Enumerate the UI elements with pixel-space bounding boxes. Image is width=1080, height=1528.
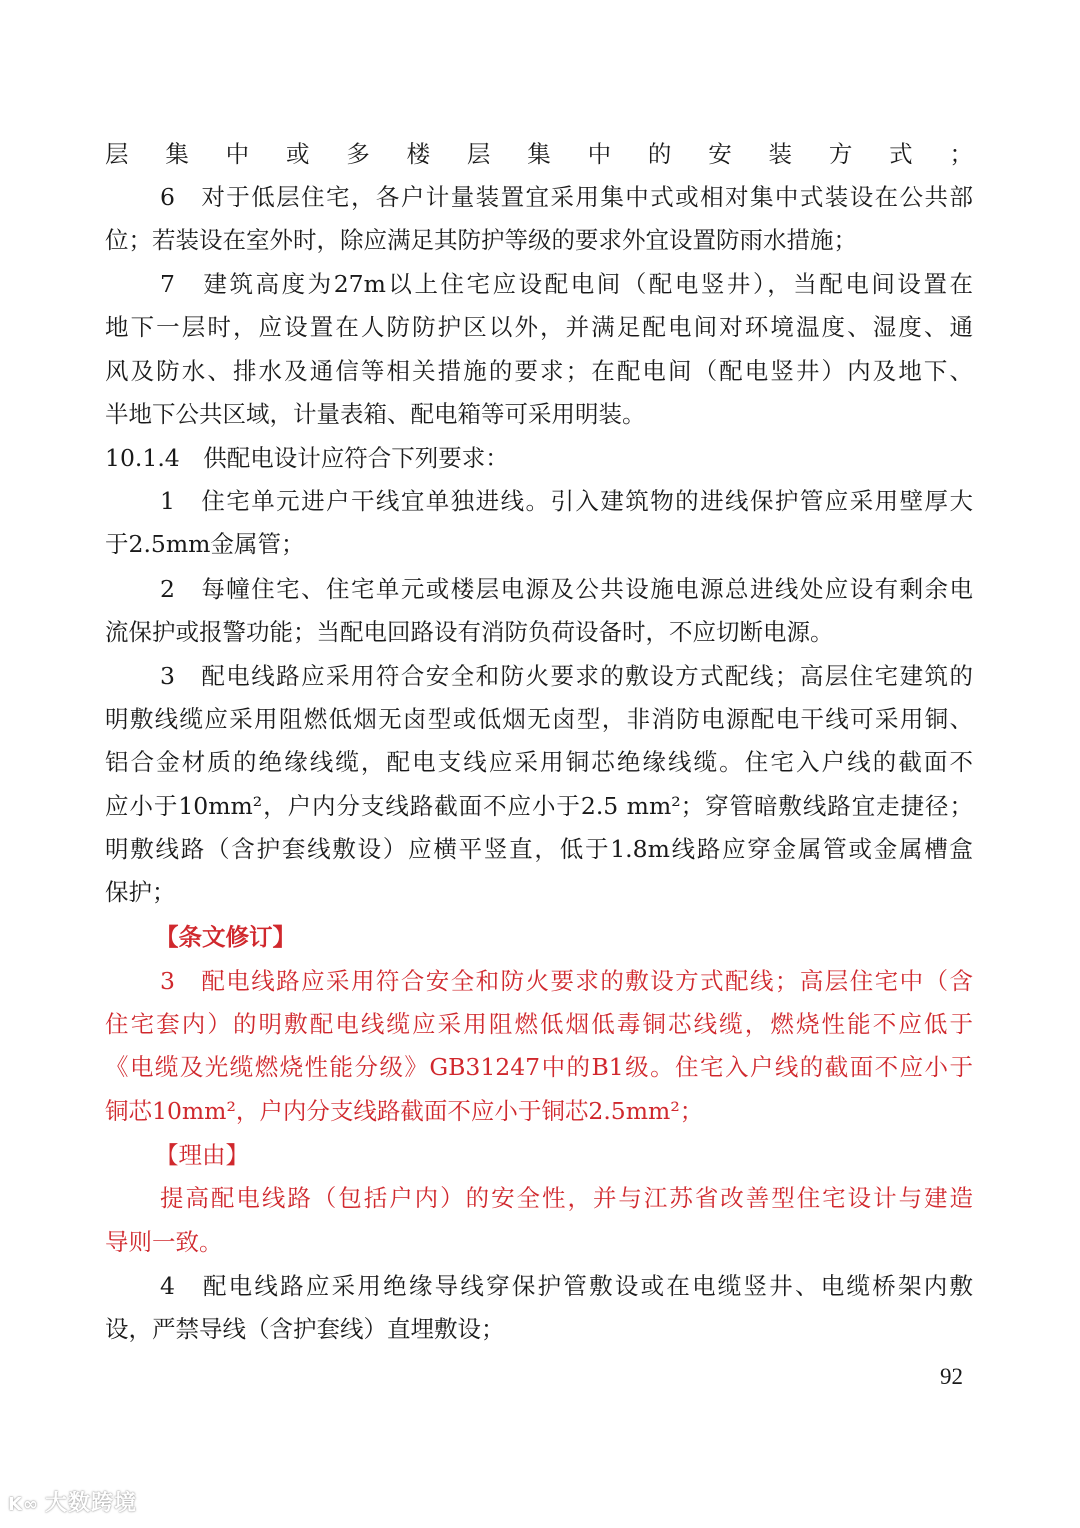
text-line: 明敷线路（含护套线敷设）应横平竖直，低于1.8m线路应穿金属管或金属槽盒 bbox=[105, 835, 973, 863]
text-line: 《电缆及光缆燃烧性能分级》GB31247中的B1级。住宅入户线的截面不应小于 bbox=[105, 1053, 973, 1081]
text-line: 位；若装设在室外时，除应满足其防护等级的要求外宜设置防雨水措施； bbox=[105, 226, 857, 254]
page-number: 92 bbox=[940, 1364, 963, 1389]
watermark bbox=[8, 1486, 137, 1517]
text-line: 明敷线缆应采用阻燃低烟无卤型或低烟无卤型，非消防电源配电干线可采用铜、 bbox=[105, 705, 973, 733]
text-line: 风及防水、排水及通信等相关措施的要求；在配电间（配电竖井）内及地下、 bbox=[105, 357, 973, 385]
text-line: 地下一层时，应设置在人防防护区以外，并满足配电间对环境温度、湿度、通 bbox=[105, 313, 973, 341]
section-heading: 【条文修订】 bbox=[155, 923, 296, 951]
text-line: 7 建筑高度为27m以上住宅应设配电间（配电竖井），当配电间设置在 bbox=[160, 270, 973, 298]
text-line: 层集中或多楼层集中的安装方式； bbox=[105, 140, 973, 168]
text-line: 提高配电线路（包括户内）的安全性，并与江苏省改善型住宅设计与建造 bbox=[160, 1184, 973, 1212]
text-line: 1 住宅单元进户干线宜单独进线。引入建筑物的进线保护管应采用壁厚大 bbox=[160, 487, 973, 515]
section-heading: 【理由】 bbox=[155, 1141, 249, 1169]
text-line: 铜芯10mm²，户内分支线路截面不应小于铜芯2.5mm²； bbox=[105, 1097, 704, 1125]
text-line: 流保护或报警功能；当配电回路设有消防负荷设备时，不应切断电源。 bbox=[105, 618, 834, 646]
text-line: 住宅套内）的明敷配电线缆应采用阻燃低烟低毒铜芯线缆，燃烧性能不应低于 bbox=[105, 1010, 973, 1038]
text-line: 于2.5mm金属管； bbox=[105, 530, 305, 558]
watermark-text: 大数跨境 bbox=[44, 1491, 137, 1516]
text-line: 4 配电线路应采用绝缘导线穿保护管敷设或在电缆竖井、电缆桥架内敷 bbox=[160, 1272, 973, 1300]
text-line: 设，严禁导线（含护套线）直埋敷设； bbox=[105, 1315, 505, 1343]
text-line: 应小于10mm²，户内分支线路截面不应小于2.5 mm²；穿管暗敷线路宜走捷径； bbox=[105, 792, 973, 820]
text-line: 半地下公共区域，计量表箱、配电箱等可采用明装。 bbox=[105, 400, 646, 428]
watermark-logo-icon: K∞ bbox=[8, 1494, 39, 1515]
text-line: 6 对于低层住宅，各户计量装置宜采用集中式或相对集中式装设在公共部 bbox=[160, 183, 973, 211]
text-line: 2 每幢住宅、住宅单元或楼层电源及公共设施电源总进线处应设有剩余电 bbox=[160, 575, 973, 603]
text-line: 10.1.4 供配电设计应符合下列要求： bbox=[105, 444, 509, 472]
text-line: 3 配电线路应采用符合安全和防火要求的敷设方式配线；高层住宅建筑的 bbox=[160, 662, 973, 690]
text-line: 保护； bbox=[105, 878, 176, 906]
text-line: 铝合金材质的绝缘线缆，配电支线应采用铜芯绝缘线缆。住宅入户线的截面不 bbox=[105, 748, 973, 776]
text-line: 3 配电线路应采用符合安全和防火要求的敷设方式配线；高层住宅中（含 bbox=[160, 967, 973, 995]
text-line: 导则一致。 bbox=[105, 1228, 223, 1256]
